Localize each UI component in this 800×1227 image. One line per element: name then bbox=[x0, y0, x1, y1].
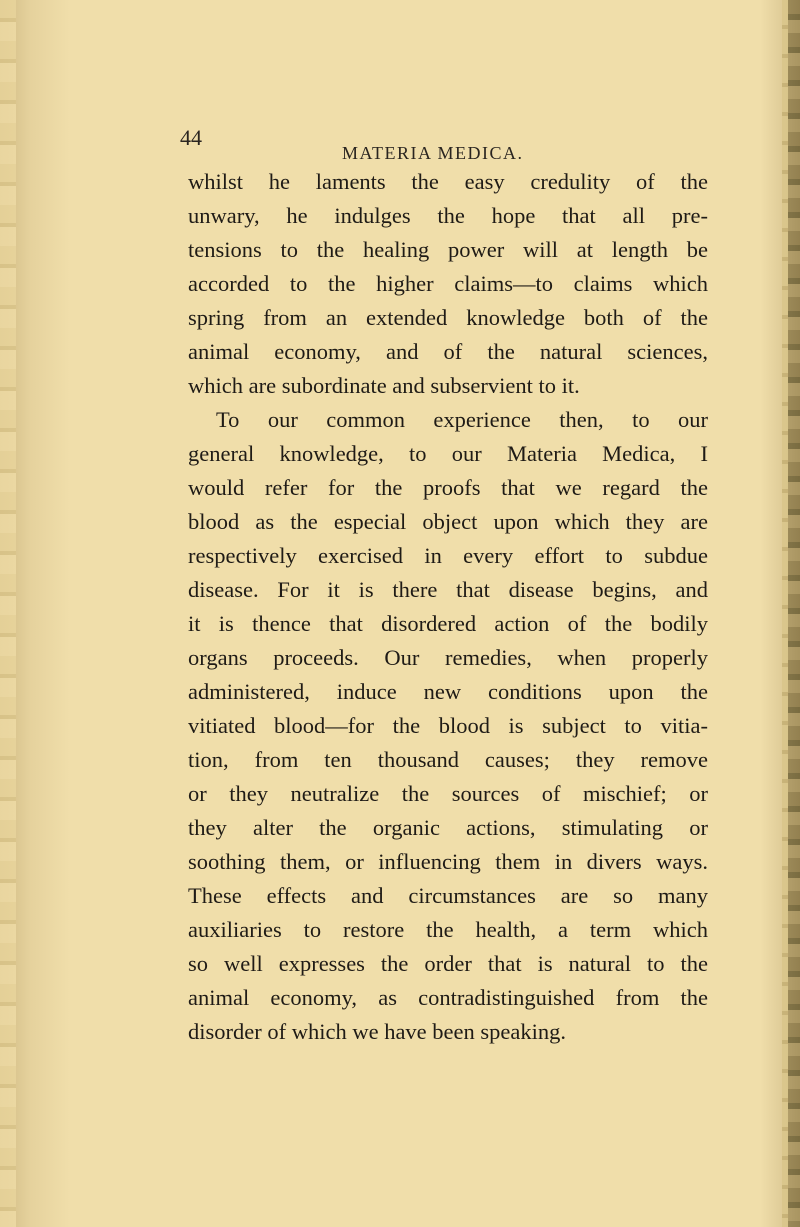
text-line: vitiated blood—for the blood is subject to vitia- bbox=[188, 713, 708, 738]
text-line: it is thence that disordered action of the bodily bbox=[188, 611, 708, 636]
text-line: administered, induce new conditions upon the bbox=[188, 679, 708, 704]
text-line: would refer for the proofs that we regard the bbox=[188, 475, 708, 500]
page-number: 44 bbox=[180, 125, 202, 150]
body-text bbox=[188, 165, 708, 1049]
text-line: they alter the organic actions, stimulating or bbox=[188, 815, 708, 840]
text-line: animal economy, as contradistinguished from the bbox=[188, 985, 708, 1010]
text-line: These effects and circumstances are so many bbox=[188, 883, 708, 908]
text-line: disorder of which we have been speaking. bbox=[188, 1019, 566, 1044]
text-line: spring from an extended knowledge both of the bbox=[188, 305, 708, 330]
text-line: so well expresses the order that is natural to the bbox=[188, 951, 708, 976]
text-line: auxiliaries to restore the health, a term which bbox=[188, 917, 708, 942]
text-line: disease. For it is there that disease begins, and bbox=[188, 577, 708, 602]
text-line: soothing them, or influencing them in divers ways. bbox=[188, 849, 708, 874]
text-line: accorded to the higher claims—to claims which bbox=[188, 271, 708, 296]
text-line: unwary, he indulges the hope that all pre- bbox=[188, 203, 708, 228]
right-page-edge bbox=[788, 0, 800, 1227]
left-page-edge bbox=[0, 0, 16, 1227]
text-line: organs proceeds. Our remedies, when properly bbox=[188, 645, 708, 670]
text-line: blood as the especial object upon which they are bbox=[188, 509, 708, 534]
text-line: whilst he laments the easy credulity of the bbox=[188, 169, 708, 194]
text-line: general knowledge, to our Materia Medica, I bbox=[188, 441, 708, 466]
text-line: animal economy, and of the natural sciences, bbox=[188, 339, 708, 364]
text-line: respectively exercised in every effort to subdue bbox=[188, 543, 708, 568]
text-line: To our common experience then, to our bbox=[216, 407, 708, 432]
text-line: or they neutralize the sources of mischief; or bbox=[188, 781, 708, 806]
text-line: tion, from ten thousand causes; they remove bbox=[188, 747, 708, 772]
text-line: which are subordinate and subservient to it. bbox=[188, 373, 580, 398]
text-line: tensions to the healing power will at length be bbox=[188, 237, 708, 262]
running-head: MATERIA MEDICA. bbox=[342, 143, 524, 163]
